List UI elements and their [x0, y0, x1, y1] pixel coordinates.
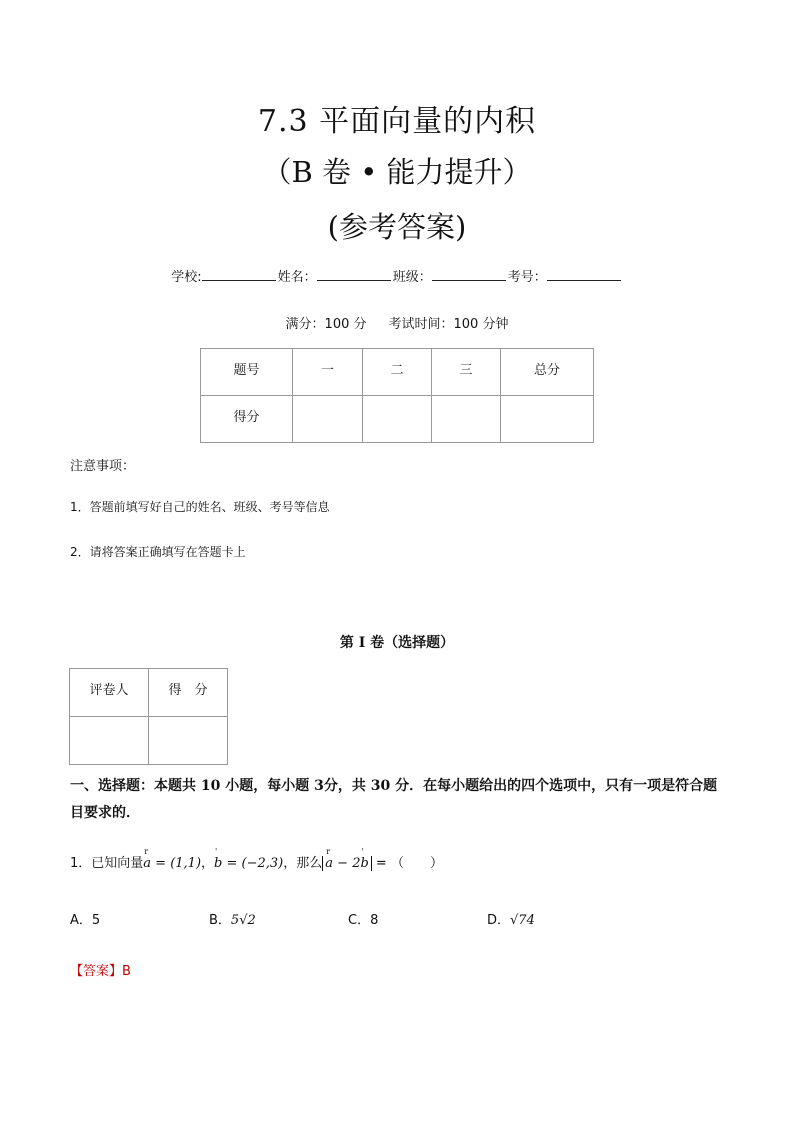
class-label: 班级：	[392, 270, 432, 285]
section-title: 第 I 卷（选择题）	[339, 635, 455, 651]
abs-vector-b: ' b	[360, 847, 369, 871]
name-blank	[317, 268, 391, 281]
grader-cell	[149, 717, 228, 765]
option-c: C．8	[348, 913, 379, 928]
abs-expression-mid: − 2	[333, 856, 361, 871]
name-label: 姓名：	[277, 270, 317, 285]
score-header-cell: 一	[293, 349, 363, 396]
exam-meta	[0, 313, 794, 332]
vector-arrow-icon: '	[361, 847, 364, 856]
student-info-line	[0, 266, 794, 285]
score-header-cell: 题号	[201, 349, 293, 396]
school-blank	[202, 268, 276, 281]
option-d-math: √74	[510, 913, 535, 928]
vector-a: r a	[143, 847, 152, 871]
vector-arrow-icon: r	[326, 847, 331, 856]
grader-cell	[70, 717, 149, 765]
score-row-label: 得分	[201, 396, 293, 443]
grader-header-row	[70, 669, 228, 717]
score-cell	[432, 396, 501, 443]
score-header-cell: 三	[432, 349, 501, 396]
exam-time: 考试时间：100 分钟	[388, 317, 509, 332]
score-table	[200, 348, 594, 443]
vector-arrow-icon: r	[144, 847, 149, 856]
grader-header-cell: 得 分	[149, 669, 228, 717]
page-subtitle: （B 卷 • 能力提升）	[262, 155, 532, 189]
option-a: A．5	[70, 913, 101, 928]
class-blank	[432, 268, 506, 281]
section-instructions: 一、选择题：本题共 10 小题，每小题 3分，共 30 分．在每小题给出的四个选项中，只有一项是符合题目要求的．	[70, 778, 718, 821]
abs-expression	[322, 847, 372, 871]
grader-blank-row	[70, 717, 228, 765]
score-table-header-row	[201, 349, 594, 396]
vector-b: ' b	[214, 847, 223, 871]
vector-arrow-icon: '	[215, 847, 218, 856]
score-header-cell: 二	[363, 349, 432, 396]
school-label: 学校:	[171, 270, 202, 285]
score-cell	[501, 396, 594, 443]
option-d: D．√74	[487, 913, 535, 928]
option-b-math: 5√2	[230, 913, 256, 928]
question-separator: ，	[201, 856, 215, 871]
answer-label: 【答案】B	[70, 964, 131, 979]
note-item: 1．答题前填写好自己的姓名、班级、考号等信息	[70, 500, 330, 514]
abs-vector-a: r a	[325, 847, 334, 871]
reference-label: (参考答案)	[327, 210, 467, 244]
question-suffix: = （ ）	[371, 856, 443, 871]
exam-no-label: 考号：	[507, 270, 547, 285]
score-header-cell: 总分	[501, 349, 594, 396]
exam-no-blank	[547, 268, 621, 281]
score-cell	[293, 396, 363, 443]
grader-header-cell: 评卷人	[70, 669, 149, 717]
option-b: B．5√2	[209, 913, 256, 928]
question-prefix: 1．已知向量	[70, 856, 144, 871]
grader-table	[69, 668, 228, 765]
full-score: 满分：100 分	[285, 317, 367, 332]
question-1	[70, 847, 443, 871]
score-cell	[363, 396, 432, 443]
question-mid: ，那么	[283, 856, 323, 871]
page-title: 7.3 平面向量的内积	[257, 104, 537, 139]
vector-a-value: = (1,1)	[151, 856, 202, 871]
notes-title: 注意事项：	[70, 459, 136, 474]
vector-b-value: = (−2,3)	[222, 856, 284, 871]
score-table-score-row	[201, 396, 594, 443]
note-item: 2．请将答案正确填写在答题卡上	[70, 545, 246, 559]
